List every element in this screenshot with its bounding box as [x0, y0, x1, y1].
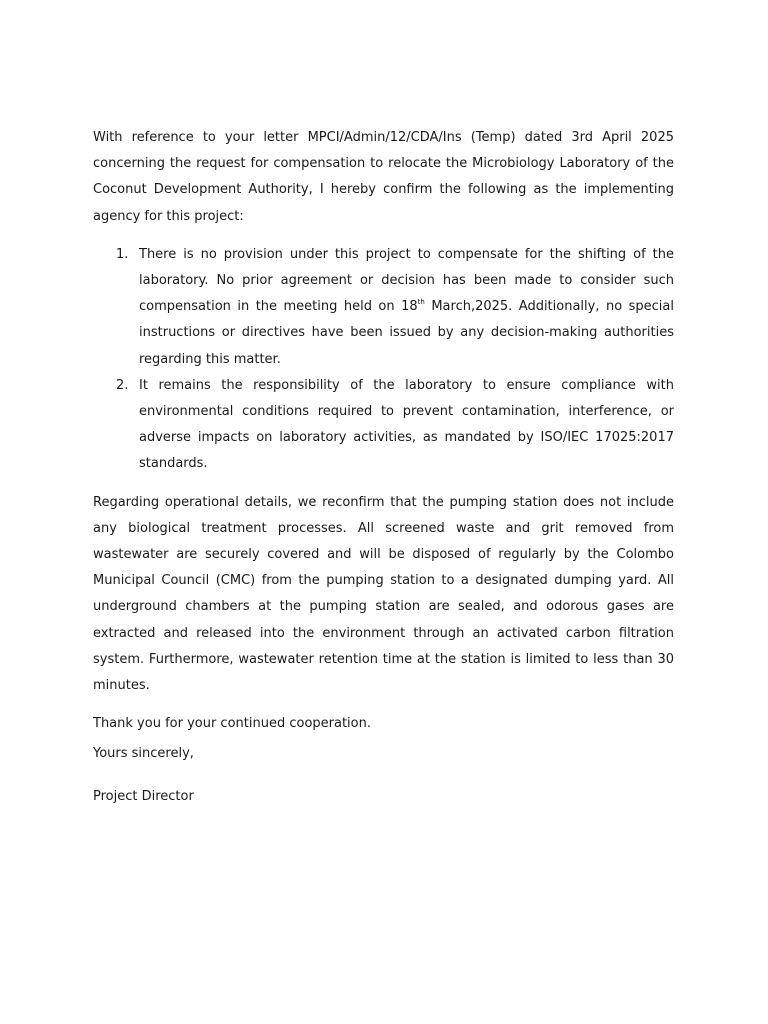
list-item-text-part1: There is no provision under this project to compensate for the shifting of the laboratory. No prior agreement or decision has been made to consider such compensation in the meeting held on 18: [139, 246, 674, 315]
letter-body: [93, 125, 674, 810]
thanks-line: Thank you for your continued cooperation.: [93, 716, 371, 732]
ordinal-suffix: th: [417, 297, 425, 306]
confirmation-list: [93, 242, 674, 478]
list-item: [93, 373, 674, 478]
list-item-number: 1.: [116, 246, 129, 262]
signatory-title: Project Director: [93, 788, 194, 804]
list-item: [93, 242, 674, 373]
closing-line: Yours sincerely,: [93, 746, 194, 762]
intro-paragraph: With reference to your letter MPCI/Admin/12/CDA/Ins (Temp) dated 3rd April 2025 concerning the request for compensation to relocate the Microbiology Laboratory of the Coconut Development Authority, I hereby confirm the following as the implementing agency for this project:: [93, 130, 674, 224]
list-item-number: 2.: [116, 377, 129, 393]
operations-paragraph: Regarding operational details, we reconfirm that the pumping station does not include any biological treatment processes. All screened waste and grit removed from wastewater are securely covered and will be disposed of regularly by the Colombo Municipal Council (CMC) from the pumping station to a designated dumping yard. All underground chambers at the pumping station are sealed, and odorous gases are extracted and released into the environment through an activated carbon filtration system. Furthermore, wastewater retention time at the station is limited to less than 30 minutes.: [93, 494, 674, 694]
list-item-text-part2: March,2025. Additionally, no special instructions or directives have been issued by any decision-making authorities regarding this matter.: [139, 299, 674, 367]
list-item-text: It remains the responsibility of the laboratory to ensure compliance with environmental conditions required to prevent contamination, interference, or adverse impacts on laboratory activities, as mandated by ISO/IEC 17025:2017 standards.: [139, 377, 674, 472]
